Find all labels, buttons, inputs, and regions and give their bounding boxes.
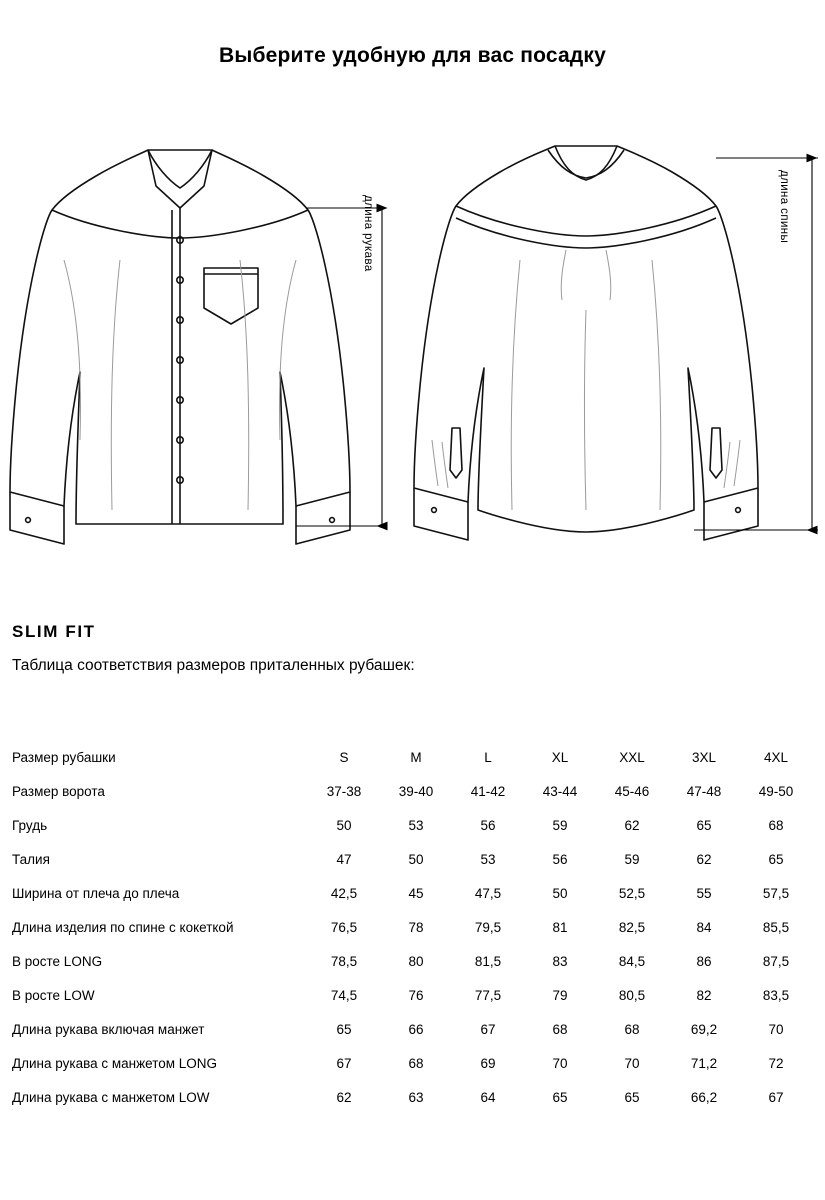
table-cell: 82 — [696, 987, 712, 1003]
table-cell: 81 — [552, 919, 568, 935]
table-cell: 80,5 — [618, 987, 646, 1003]
table-cell: 49-50 — [758, 783, 794, 799]
table-cell: 53 — [408, 817, 424, 833]
table-column-header: L — [484, 749, 492, 765]
table-cell: 65 — [552, 1089, 568, 1105]
table-cell: 84 — [696, 919, 712, 935]
table-cell: 68 — [768, 817, 784, 833]
table-row — [12, 774, 812, 808]
table-row-label: Длина рукава включая манжет — [12, 1021, 205, 1037]
table-row — [12, 944, 812, 978]
table-column-header: XXL — [619, 749, 645, 765]
table-row-label: В росте LONG — [12, 953, 103, 969]
table-cell: 57,5 — [762, 885, 790, 901]
table-cell: 76 — [408, 987, 424, 1003]
table-row-label: Длина рукава с манжетом LOW — [12, 1089, 210, 1105]
table-cell: 69 — [480, 1055, 496, 1071]
table-column-header: 4XL — [763, 749, 789, 765]
table-cell: 65 — [624, 1089, 640, 1105]
table-cell: 66,2 — [690, 1089, 718, 1105]
table-cell: 68 — [408, 1055, 424, 1071]
table-cell: 52,5 — [618, 885, 646, 901]
table-cell: 50 — [408, 851, 424, 867]
table-cell: 56 — [552, 851, 568, 867]
table-cell: 67 — [480, 1021, 496, 1037]
table-cell: 70 — [552, 1055, 568, 1071]
table-row-label: Размер ворота — [12, 783, 105, 799]
table-cell: 41-42 — [470, 783, 506, 799]
table-cell: 62 — [696, 851, 712, 867]
table-row — [12, 842, 812, 876]
table-cell: 50 — [552, 885, 568, 901]
table-column-header: 3XL — [691, 749, 717, 765]
table-cell: 83 — [552, 953, 568, 969]
table-cell: 59 — [624, 851, 640, 867]
table-cell: 47,5 — [474, 885, 502, 901]
table-cell: 68 — [624, 1021, 640, 1037]
size-table — [12, 740, 812, 1114]
table-cell: 53 — [480, 851, 496, 867]
table-cell: 80 — [408, 953, 424, 969]
table-cell: 66 — [408, 1021, 424, 1037]
table-cell: 37-38 — [326, 783, 362, 799]
table-cell: 84,5 — [618, 953, 646, 969]
table-row-label: Талия — [12, 851, 50, 867]
table-row-label: Ширина от плеча до плеча — [12, 885, 180, 901]
table-cell: 78,5 — [330, 953, 358, 969]
fit-name: SLIM FIT — [12, 622, 96, 641]
table-cell: 45 — [408, 885, 424, 901]
table-column-header: M — [410, 749, 422, 765]
table-row — [12, 910, 812, 944]
table-row — [12, 1012, 812, 1046]
table-cell: 47-48 — [686, 783, 722, 799]
table-row — [12, 1046, 812, 1080]
table-cell: 56 — [480, 817, 496, 833]
table-cell: 83,5 — [762, 987, 790, 1003]
table-cell: 47 — [336, 851, 352, 867]
table-cell: 55 — [696, 885, 712, 901]
sleeve-length-label: длина рукава — [362, 195, 374, 272]
table-cell: 62 — [336, 1089, 352, 1105]
table-row — [12, 876, 812, 910]
table-row — [12, 740, 812, 774]
table-cell: 78 — [408, 919, 424, 935]
table-cell: 45-46 — [614, 783, 650, 799]
table-cell: 81,5 — [474, 953, 502, 969]
table-cell: 59 — [552, 817, 568, 833]
table-row — [12, 808, 812, 842]
table-column-header: XL — [551, 749, 569, 765]
table-cell: 70 — [768, 1021, 784, 1037]
table-cell: 69,2 — [690, 1021, 718, 1037]
table-cell: 79,5 — [474, 919, 502, 935]
table-cell: 76,5 — [330, 919, 358, 935]
table-cell: 86 — [696, 953, 712, 969]
table-cell: 43-44 — [542, 783, 578, 799]
shirt-diagram-svg — [0, 110, 825, 580]
shirt-illustrations — [0, 110, 825, 580]
table-cell: 85,5 — [762, 919, 790, 935]
table-cell: 71,2 — [690, 1055, 718, 1071]
table-row-label: Размер рубашки — [12, 749, 116, 765]
table-column-header: S — [339, 749, 349, 765]
table-cell: 62 — [624, 817, 640, 833]
table-cell: 50 — [336, 817, 352, 833]
table-cell: 67 — [768, 1089, 784, 1105]
back-length-label: длина спины — [778, 170, 790, 244]
table-cell: 87,5 — [762, 953, 790, 969]
table-row-label: Длина рукава с манжетом LONG — [12, 1055, 218, 1071]
table-cell: 65 — [336, 1021, 352, 1037]
table-cell: 82,5 — [618, 919, 646, 935]
table-cell: 65 — [696, 817, 712, 833]
front-shirt-illustration — [10, 150, 350, 544]
table-cell: 39-40 — [398, 783, 434, 799]
table-row-label: В росте LOW — [12, 987, 95, 1003]
table-row-label: Длина изделия по спине с кокеткой — [12, 919, 234, 935]
table-cell: 70 — [624, 1055, 640, 1071]
table-row — [12, 978, 812, 1012]
table-cell: 65 — [768, 851, 784, 867]
table-row-label: Грудь — [12, 817, 48, 833]
back-shirt-illustration — [414, 146, 758, 540]
table-cell: 63 — [408, 1089, 424, 1105]
table-cell: 79 — [552, 987, 568, 1003]
page-title: Выберите удобную для вас посадку — [218, 44, 607, 67]
table-cell: 72 — [768, 1055, 784, 1071]
table-cell: 64 — [480, 1089, 496, 1105]
table-cell: 77,5 — [474, 987, 502, 1003]
table-cell: 68 — [552, 1021, 568, 1037]
fit-description: Таблица соответствия размеров приталенных рубашек: — [12, 657, 415, 674]
table-row — [12, 1080, 812, 1114]
table-cell: 67 — [336, 1055, 352, 1071]
table-cell: 42,5 — [330, 885, 358, 901]
table-cell: 74,5 — [330, 987, 358, 1003]
